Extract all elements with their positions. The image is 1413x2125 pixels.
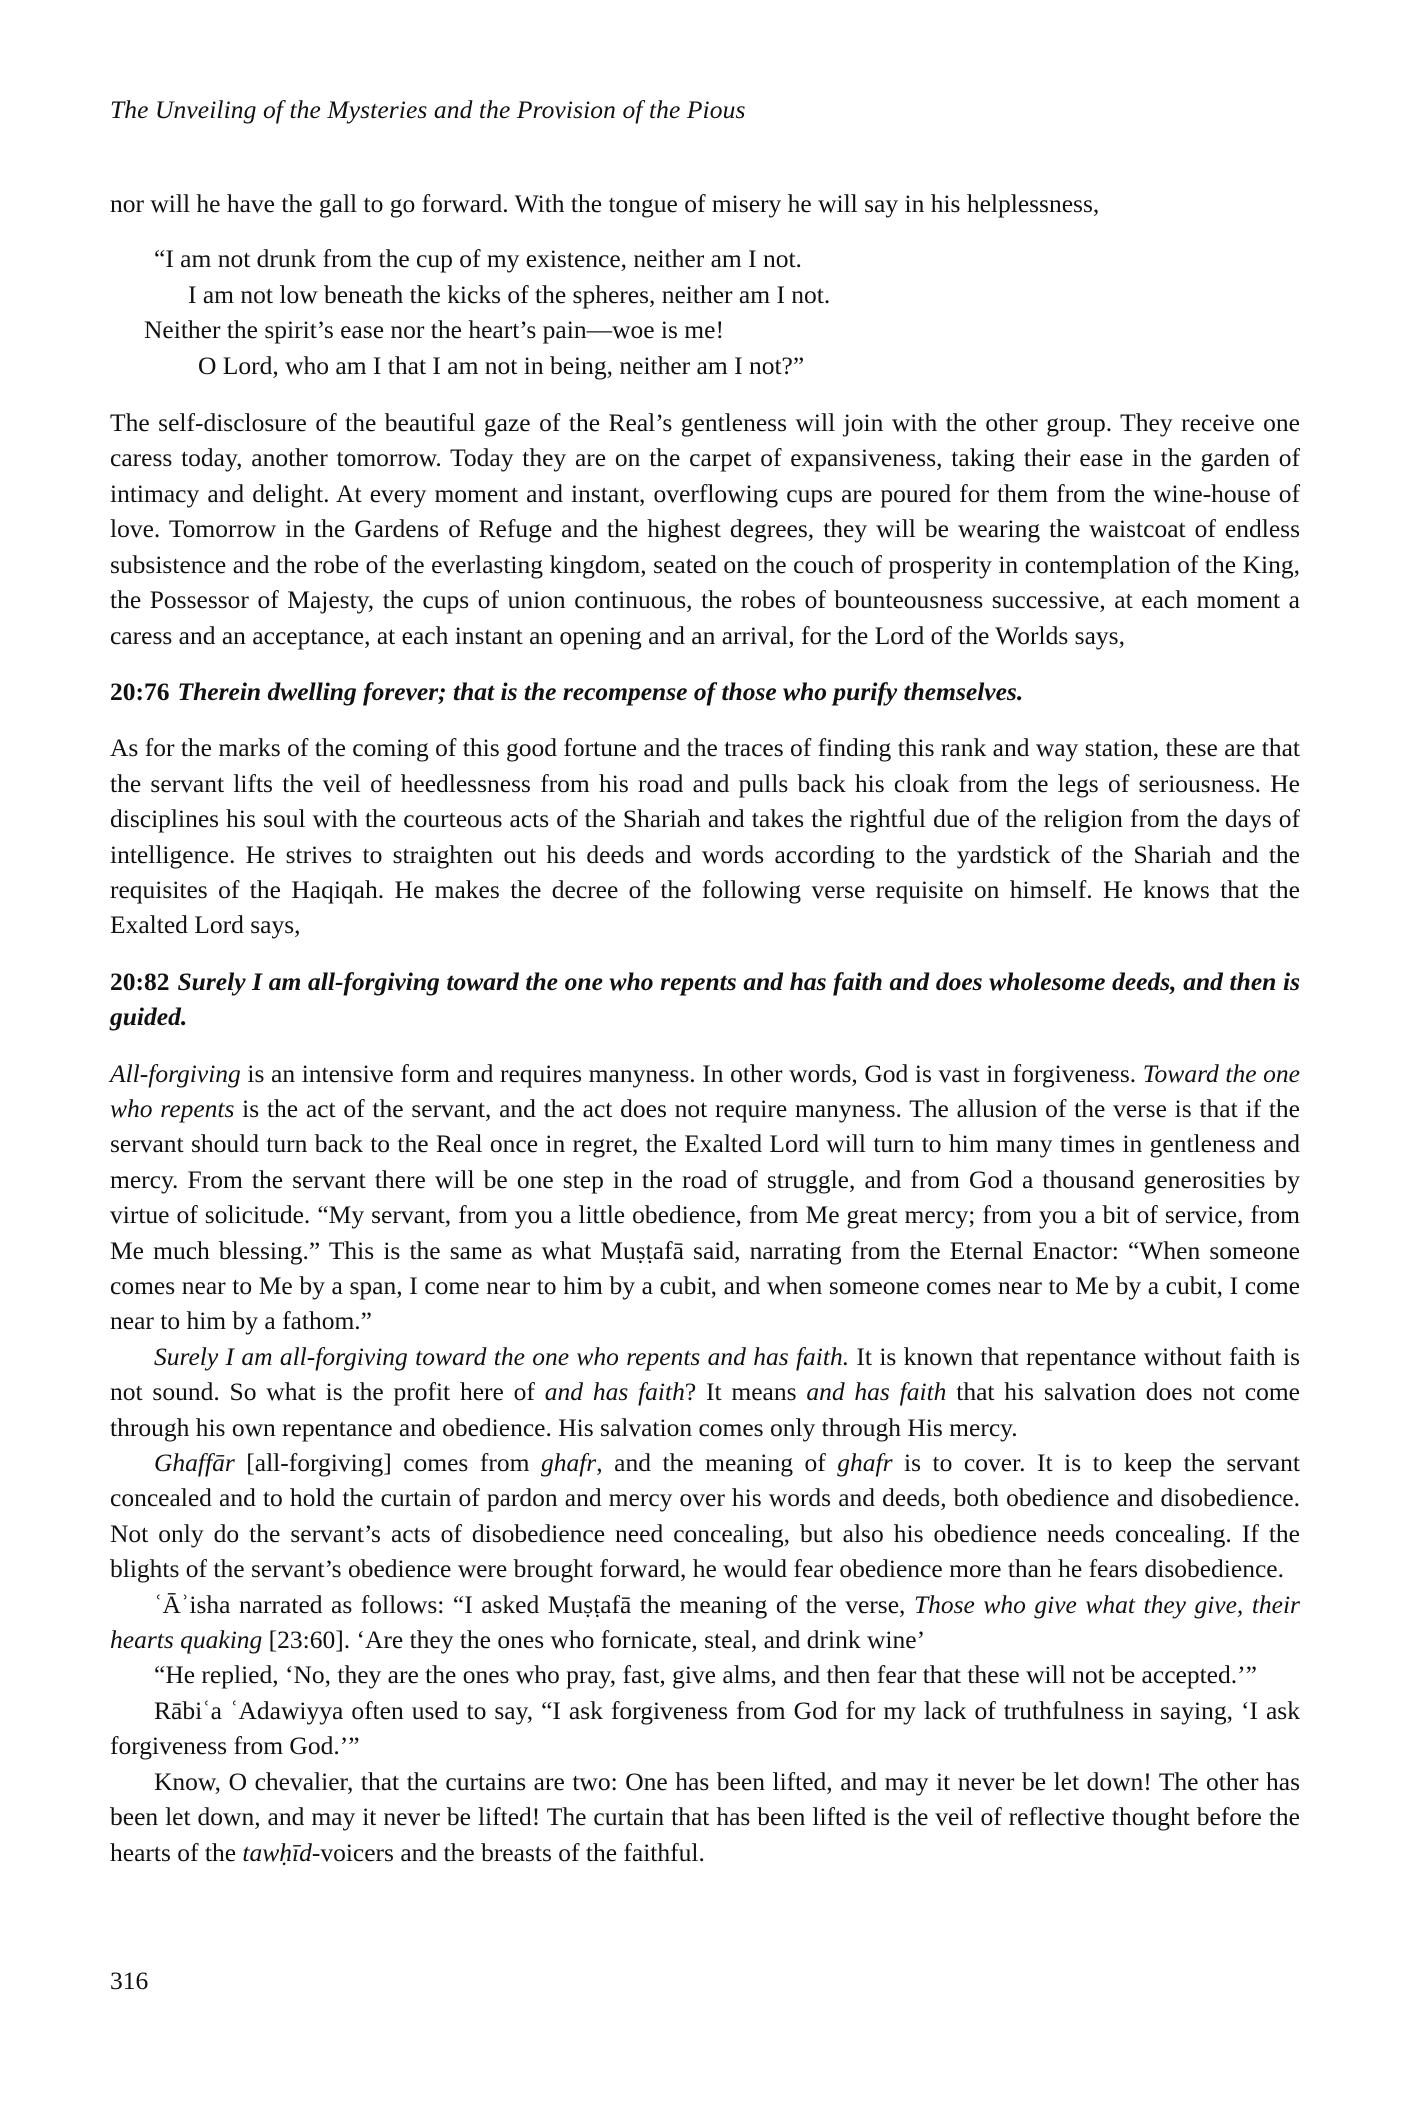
term-ghaffar: Ghaffār: [154, 1448, 235, 1478]
term-ghafr: ghafr: [540, 1448, 597, 1478]
verse-reference: 20:82: [110, 966, 170, 996]
paragraph-opening: nor will he have the gall to go forward. With the tongue of misery he will say in his helplessness,: [110, 189, 1100, 219]
verse-reference: 20:76: [110, 676, 170, 706]
text-run: is to cover. It is to keep the servant concealed and to hold the curtain of pardon and mercy over his words and deeds, both obedience and disobedience. Not only do the servant’s acts of disobedience need concealing, but also his obedience needs concealing. If the blights of the servant’s obedience were brought forward, he would fear obedience more than he fears disobedience.: [110, 1448, 1300, 1584]
page-number: 316: [110, 1966, 149, 1995]
text-run: Know, O chevalier, that the curtains are two: One has been lifted, and may it never be let down! The other has been let down, and may it never be lifted! The curtain that has been lifted is the veil of reflective thought before the hearts of the: [110, 1766, 1300, 1867]
text-run: is an intensive form and requires manyness. In other words, God is vast in forgiveness.: [240, 1058, 1143, 1088]
paragraph-self-disclosure: The self-disclosure of the beautiful gaze of the Real’s gentleness will join with the other group. They receive one caress today, another tomorrow. Today they are on the carpet of expansiveness, taking their ease in the garden of intimacy and delight. At every moment and instant, overflowing cups are poured for them from the wine-house of love. Tomorrow in the Gardens of Refuge and the highest degrees, they will be wearing the waistcoat of endless subsistence and the robe of the everlasting kingdom, seated on the couch of prosperity in contemplation of the King, the Possessor of Majesty, the cups of union continuous, the robes of bounteousness successive, at each moment a caress and an acceptance, at each instant an opening and an arrival, for the Lord of the Worlds says,: [110, 408, 1300, 650]
term-tawhid: tawḥīd: [242, 1837, 312, 1867]
text-run: -voicers and the breasts of the faithful.: [311, 1837, 705, 1867]
quran-verse-20-76: [110, 674, 1300, 709]
quote-those-who-give: Those who give what they give, their hearts quaking: [110, 1589, 1300, 1655]
poem-line: I am not low beneath the kicks of the spheres, neither am I not.: [188, 279, 831, 309]
text-run: [23:60]. ‘Are they the ones who fornicate, steal, and drink wine’: [262, 1625, 926, 1655]
text-run: , and the meaning of: [596, 1448, 838, 1478]
verse-text: Therein dwelling forever; that is the recompense of those who purify themselves.: [177, 676, 1024, 706]
term-and-has-faith: and has faith: [544, 1377, 685, 1407]
running-head: The Unveiling of the Mysteries and the Provision of the Pious: [110, 95, 746, 124]
term-and-has-faith: and has faith: [806, 1377, 947, 1407]
paragraph-ghaffar: [110, 1445, 1300, 1587]
poem-block: [110, 241, 1300, 383]
text-run: ? It means: [684, 1377, 807, 1407]
term-all-forgiving: All-forgiving: [110, 1058, 241, 1088]
term-ghafr: ghafr: [837, 1448, 893, 1478]
page-content: [110, 96, 1300, 1870]
term-toward-the-one-who-repents: Toward the one who repents: [110, 1058, 1300, 1123]
paragraph-he-replied: “He replied, ‘No, they are the ones who pray, fast, give alms, and then fear that these will not be accepted.’”: [154, 1660, 1257, 1690]
paragraph-rabia: Rābiʿa ʿAdawiyya often used to say, “I ask forgiveness from God for my lack of truthfulness in saying, ‘I ask forgiveness from God.’”: [110, 1695, 1300, 1761]
poem-line: O Lord, who am I that I am not in being, neither am I not?”: [198, 350, 805, 380]
verse-text: Surely I am all-forgiving toward the one who repents and has faith and does wholesome deeds, and then is guided.: [110, 966, 1300, 1032]
quran-verse-20-82: [110, 964, 1300, 1035]
paragraph-marks-of-coming: As for the marks of the coming of this good fortune and the traces of finding this rank and way station, these are that the servant lifts the veil of heedlessness from his road and pulls back his cloak from the legs of seriousness. He disciplines his soul with the courteous acts of the Shariah and takes the rightful due of the religion from the days of intelligence. He strives to straighten out his deeds and words according to the yardstick of the Shariah and the requisites of the Haqiqah. He makes the decree of the following verse requisite on himself. He knows that the Exalted Lord says,: [110, 733, 1300, 940]
paragraph-all-forgiving: [110, 1056, 1300, 1339]
text-run: ʿĀʾisha narrated as follows: “I asked Muṣṭafā the meaning of the verse,: [154, 1589, 914, 1619]
poem-line: “I am not drunk from the cup of my existence, neither am I not.: [154, 244, 802, 274]
paragraph-aisha: [110, 1587, 1300, 1658]
text-run: is the act of the servant, and the act does not require manyness. The allusion of the verse is that if the servant should turn back to the Real once in regret, the Exalted Lord will turn to him many times in gentleness and mercy. From the servant there will be one step in the road of struggle, and from God a thousand generosities by virtue of solicitude. “My servant, from you a little obedience, from Me great mercy; from you a bit of service, from Me much blessing.” This is the same as what Muṣṭafā said, narrating from the Eternal Enactor: “When someone comes near to Me by a span, I come near to him by a cubit, and when someone comes near to Me by a cubit, I come near to him by a fathom.”: [110, 1093, 1300, 1336]
paragraph-surely-commentary: [110, 1339, 1300, 1445]
poem-line: Neither the spirit’s ease nor the heart’s pain—woe is me!: [144, 315, 724, 345]
text-run: that his salvation does not come through his own repentance and obedience. His salvation comes only through His mercy.: [110, 1377, 1300, 1442]
paragraph-know-o-chevalier: [110, 1764, 1300, 1870]
quote-surely-i-am-all-forgiving: Surely I am all-forgiving toward the one who repents and has faith.: [154, 1341, 850, 1371]
text-run: [all-forgiving] comes from: [234, 1448, 541, 1478]
text-run: It is known that repentance without faith is not sound. So what is the profit here of: [110, 1341, 1301, 1407]
